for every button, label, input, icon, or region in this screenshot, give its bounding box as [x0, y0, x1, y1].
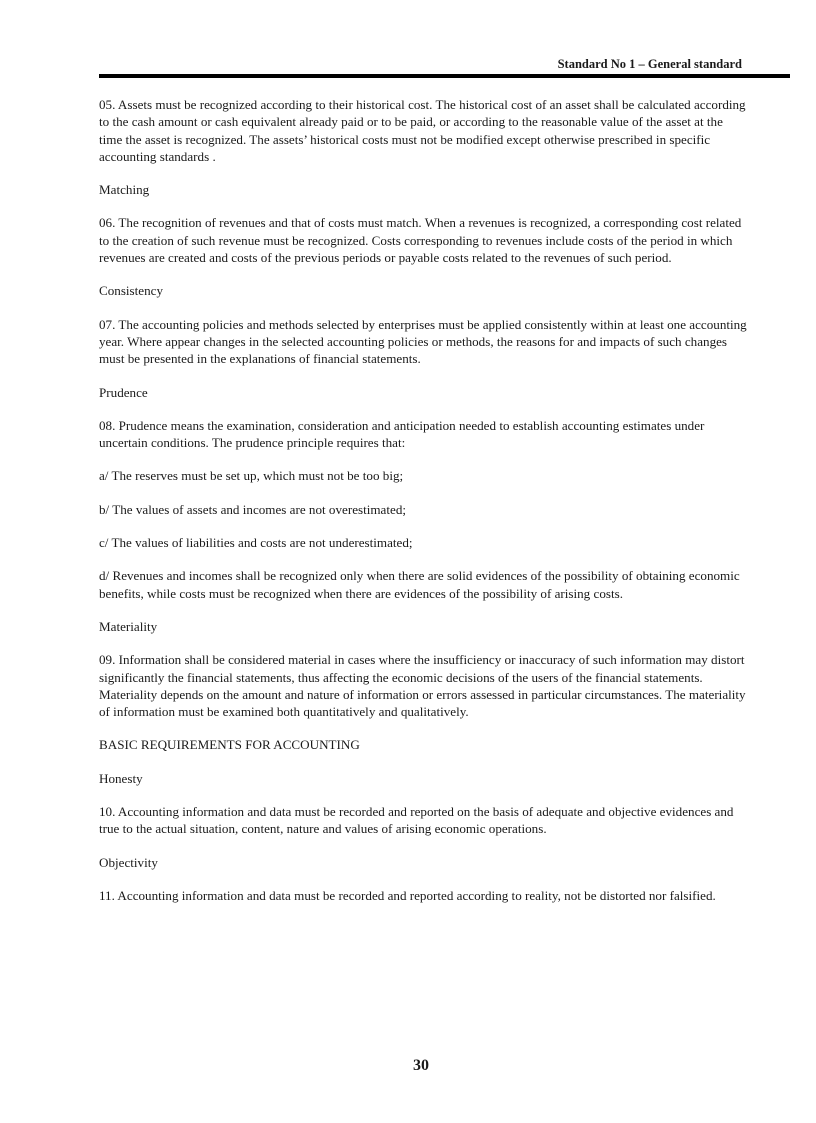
paragraph-10: 10. Accounting information and data must be recorded and reported on the basis of adequate and objective evidences and true to the actual situation, content, nature and values of arising economic operations. [99, 804, 734, 837]
page-number: 30 [413, 1057, 429, 1074]
heading-honesty: Honesty [99, 770, 143, 786]
heading-objectivity: Objectivity [99, 854, 158, 870]
list-item-b: b/ The values of assets and incomes are not overestimated; [99, 501, 407, 517]
header-rule [99, 74, 790, 78]
heading-prudence: Prudence [99, 384, 148, 400]
heading-basic-requirements: BASIC REQUIREMENTS FOR ACCOUNTING [99, 737, 360, 753]
list-item-a: a/ The reserves must be set up, which must not be too big; [99, 468, 404, 484]
heading-consistency: Consistency [99, 283, 164, 299]
paragraph-11: 11. Accounting information and data must be recorded and reported according to reality, not be distorted nor falsified. [99, 887, 716, 903]
list-item-c: c/ The values of liabilities and costs are not underestimated; [99, 535, 413, 551]
running-header: Standard No 1 – General standard [557, 57, 742, 71]
paragraph-08: 08. Prudence means the examination, consideration and anticipation needed to establish accounting estimates under uncertain conditions. The prudence principle requires that: [99, 417, 705, 451]
paragraph-07: 07. The accounting policies and methods selected by enterprises must be applied consistently within at least one accounting year. Where appear changes in the selected accounting policies or methods, the reasons for and impacts of such changes must be presented in the explanations of financial statements. [99, 316, 747, 367]
heading-matching: Matching [99, 182, 150, 198]
list-item-d: d/ Revenues and incomes shall be recognized only when there are solid evidences of the possibility of obtaining economic benefits, while costs must be recognized when there are evidences of the possibility of arising costs. [99, 568, 740, 601]
paragraph-06: 06. The recognition of revenues and that of costs must match. When a revenues is recognized, a corresponding cost related to the creation of such revenue must be recognized. Costs corresponding to revenues include costs of the period in which revenues are created and costs of the previous periods or payable costs related to the revenues of such period. [99, 215, 742, 266]
heading-materiality: Materiality [99, 618, 158, 634]
document-body [99, 96, 749, 920]
paragraph-09: 09. Information shall be considered material in cases where the insufficiency or inaccuracy of such information may distort significantly the financial statements, thus affecting the economic decisions of the users of the financial statements. Materiality depends on the amount and nature of information or errors assessed in particular circumstances. The materiality of information must be examined both quantitatively and qualitatively. [99, 652, 746, 720]
paragraph-05: 05. Assets must be recognized according to their historical cost. The historical cost of an asset shall be calculated according to the cash amount or cash equivalent already paid or to be paid, or according to the reasonable value of the asset at the time the asset is recognized. The assets’ historical costs must not be modified except otherwise prescribed in specific accounting standards . [99, 97, 746, 164]
